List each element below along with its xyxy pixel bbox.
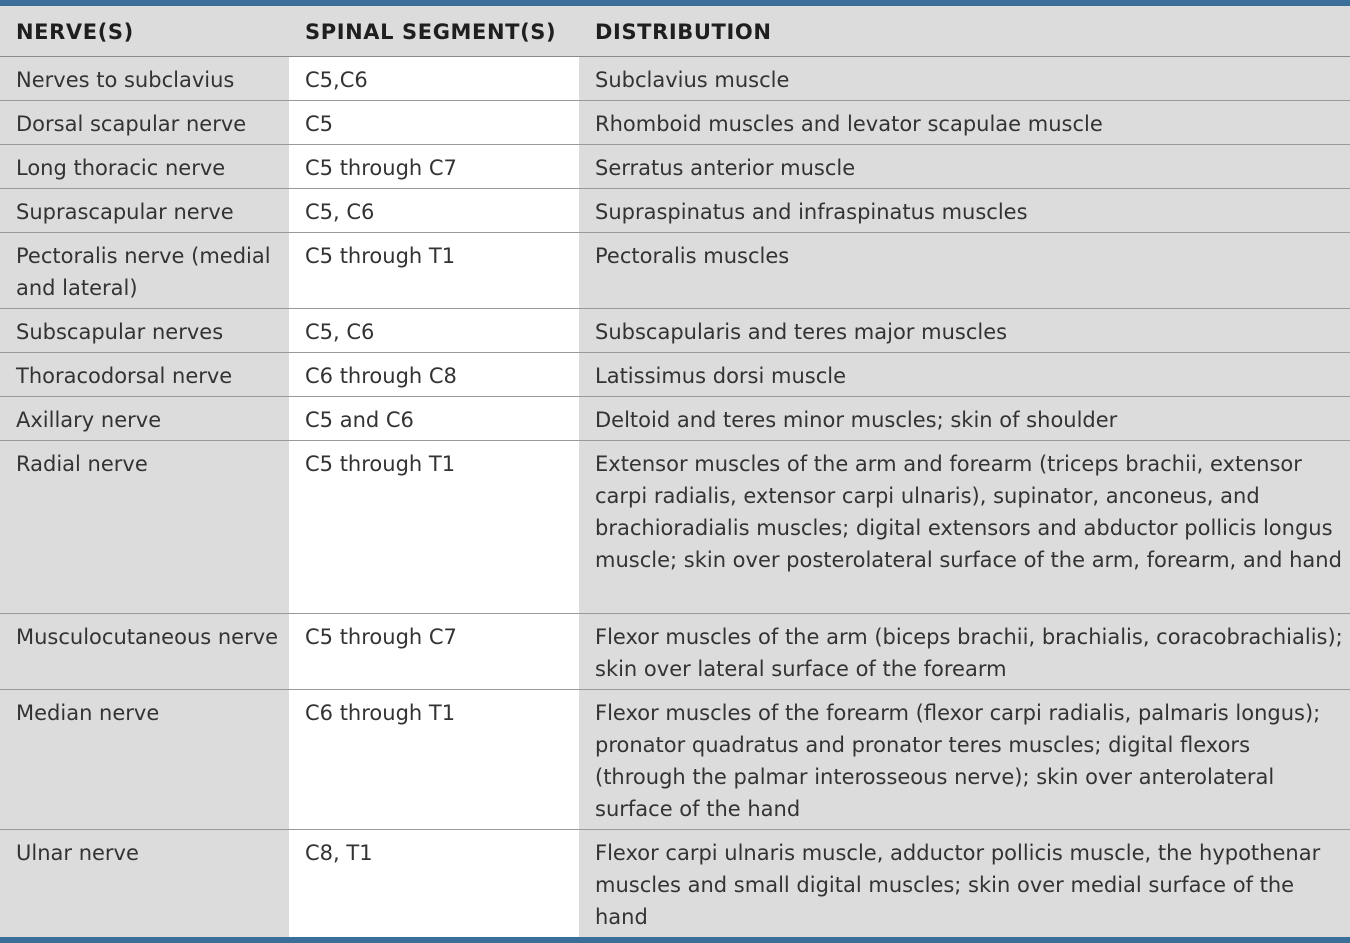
distribution-cell: Subclavius muscle: [579, 56, 1350, 100]
nerve-distribution-table: [0, 6, 1350, 937]
nerve-cell: Musculocutaneous nerve: [0, 613, 289, 689]
nerve-cell: Pectoralis nerve (medial and lateral): [0, 232, 289, 308]
table-row: [0, 397, 1350, 441]
distribution-cell: Extensor muscles of the arm and forearm (triceps brachii, extensor carpi radialis, extensor carpi ulnaris), supinator, anconeus, and brachioradialis muscles; digital extensors and abductor pollicis longus muscle; skin over posterolateral surface of the arm, forearm, and hand: [579, 441, 1350, 613]
nerve-cell: Thoracodorsal nerve: [0, 353, 289, 397]
nerve-cell: Axillary nerve: [0, 397, 289, 441]
segment-cell: C5 through T1: [289, 232, 579, 308]
table-row: [0, 830, 1350, 937]
segment-cell: C5: [289, 100, 579, 144]
segment-cell: C5 and C6: [289, 397, 579, 441]
table-row: [0, 188, 1350, 232]
header-nerves: NERVE(S): [0, 6, 289, 56]
table-row: [0, 100, 1350, 144]
nerve-cell: Subscapular nerves: [0, 309, 289, 353]
distribution-cell: Deltoid and teres minor muscles; skin of shoulder: [579, 397, 1350, 441]
distribution-cell: Rhomboid muscles and levator scapulae muscle: [579, 100, 1350, 144]
bottom-border-bar: [0, 937, 1350, 943]
nerve-cell: Dorsal scapular nerve: [0, 100, 289, 144]
distribution-cell: Latissimus dorsi muscle: [579, 353, 1350, 397]
distribution-cell: Pectoralis muscles: [579, 232, 1350, 308]
distribution-cell: Subscapularis and teres major muscles: [579, 309, 1350, 353]
table-row: [0, 689, 1350, 829]
distribution-cell: Serratus anterior muscle: [579, 144, 1350, 188]
table-row: [0, 144, 1350, 188]
table-row: [0, 441, 1350, 613]
nerve-cell: Ulnar nerve: [0, 830, 289, 937]
nerve-cell: Suprascapular nerve: [0, 188, 289, 232]
nerve-cell: Median nerve: [0, 689, 289, 829]
segment-cell: C6 through C8: [289, 353, 579, 397]
segment-cell: C5,C6: [289, 56, 579, 100]
distribution-cell: Supraspinatus and infraspinatus muscles: [579, 188, 1350, 232]
nerve-cell: Radial nerve: [0, 441, 289, 613]
distribution-cell: Flexor carpi ulnaris muscle, adductor pollicis muscle, the hypothenar muscles and small digital muscles; skin over medial surface of the hand: [579, 830, 1350, 937]
segment-cell: C5 through C7: [289, 613, 579, 689]
table-row: [0, 309, 1350, 353]
table-row: [0, 613, 1350, 689]
segment-cell: C5 through T1: [289, 441, 579, 613]
distribution-cell: Flexor muscles of the arm (biceps brachii, brachialis, coracobrachialis); skin over lateral surface of the forearm: [579, 613, 1350, 689]
distribution-cell: Flexor muscles of the forearm (flexor carpi radialis, palmaris longus); pronator quadratus and pronator teres muscles; digital flexors (through the palmar interosseous nerve); skin over anterolateral surface of the hand: [579, 689, 1350, 829]
header-distribution: DISTRIBUTION: [579, 6, 1350, 56]
segment-cell: C6 through T1: [289, 689, 579, 829]
segment-cell: C5 through C7: [289, 144, 579, 188]
table-header-row: [0, 6, 1350, 56]
segment-cell: C8, T1: [289, 830, 579, 937]
nerve-cell: Nerves to subclavius: [0, 56, 289, 100]
table-row: [0, 56, 1350, 100]
header-spinal-segments: SPINAL SEGMENT(S): [289, 6, 579, 56]
segment-cell: C5, C6: [289, 309, 579, 353]
table-row: [0, 232, 1350, 308]
table-row: [0, 353, 1350, 397]
segment-cell: C5, C6: [289, 188, 579, 232]
nerve-cell: Long thoracic nerve: [0, 144, 289, 188]
